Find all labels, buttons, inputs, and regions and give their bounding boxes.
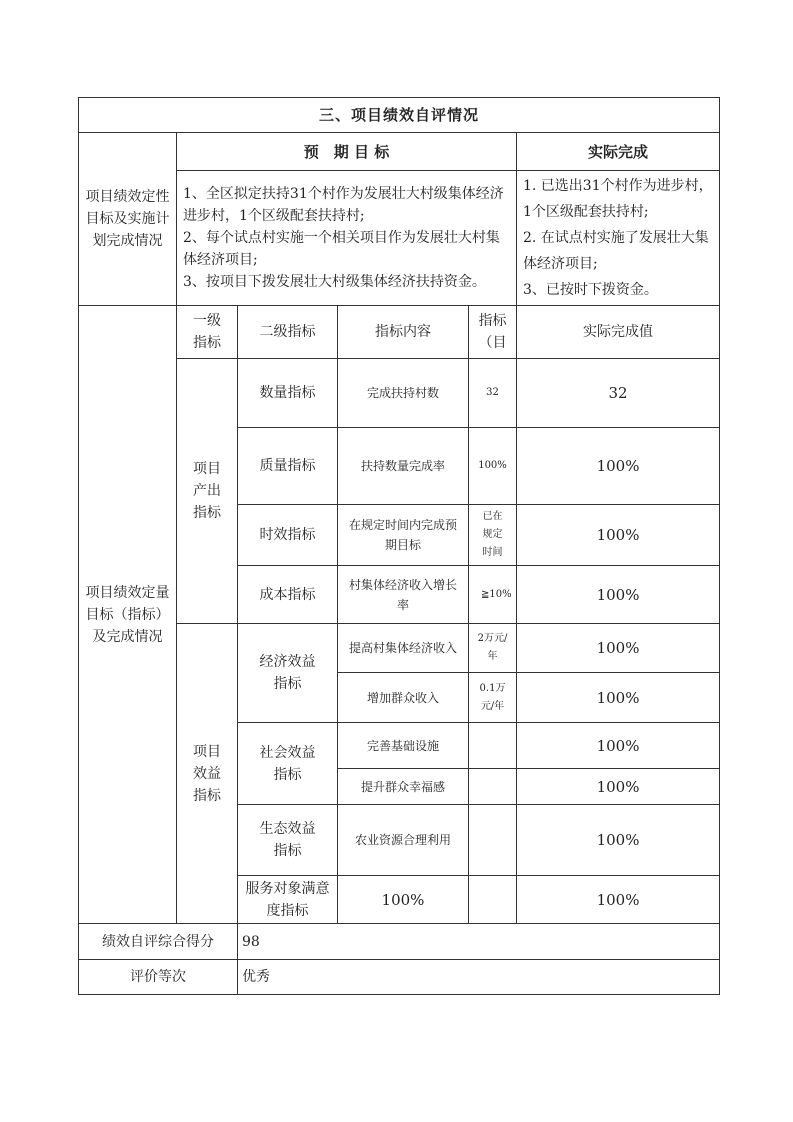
indicator-content: 提高村集体经济收入 xyxy=(338,624,469,673)
indicator-actual: 100% xyxy=(517,566,720,624)
actual-completion xyxy=(517,171,720,306)
indicator-actual: 100% xyxy=(517,624,720,673)
score-value: 98 xyxy=(238,924,720,960)
indicator-content: 提升群众幸福感 xyxy=(338,769,469,805)
output-group: 项目产出指标 xyxy=(177,359,238,624)
quantitative-label: 项目绩效定量目标（指标）及完成情况 xyxy=(79,306,177,924)
level2: 数量指标 xyxy=(238,359,338,428)
level2: 经济效益指标 xyxy=(238,624,338,723)
indicator-content: 100% xyxy=(338,876,469,924)
grade-value: 优秀 xyxy=(238,960,720,995)
indicator-actual: 100% xyxy=(517,769,720,805)
indicator-target: ≧10% xyxy=(469,566,517,624)
header-actual: 实际完成值 xyxy=(517,306,720,359)
header-content: 指标内容 xyxy=(338,306,469,359)
indicator-content: 在规定时间内完成预期目标 xyxy=(338,505,469,566)
actual-line: 3、已按时下拨资金。 xyxy=(523,282,658,298)
expected-line: 1、全区拟定扶持31个村作为发展壮大村级集体经济进步村，1个区级配套扶持村; xyxy=(183,186,504,224)
actual-header: 实际完成 xyxy=(517,133,720,171)
indicator-target: 2万元/年 xyxy=(469,624,517,673)
level2: 社会效益指标 xyxy=(238,723,338,805)
expected-header: 预 期 目 标 xyxy=(177,133,517,171)
level2: 质量指标 xyxy=(238,428,338,505)
indicator-target: 0.1万元/年 xyxy=(469,673,517,723)
indicator-target xyxy=(469,723,517,769)
level2: 成本指标 xyxy=(238,566,338,624)
indicator-actual: 100% xyxy=(517,723,720,769)
level2: 生态效益指标 xyxy=(238,805,338,876)
grade-label: 评价等次 xyxy=(79,960,238,995)
indicator-actual: 100% xyxy=(517,428,720,505)
indicator-actual: 100% xyxy=(517,673,720,723)
indicator-actual: 100% xyxy=(517,505,720,566)
indicator-target: 已在规定时间 xyxy=(469,505,517,566)
header-target: 指标（目 xyxy=(469,306,517,359)
expected-line: 2、每个试点村实施一个相关项目作为发展壮大村集体经济项目; xyxy=(183,230,500,268)
qualitative-label: 项目绩效定性目标及实施计划完成情况 xyxy=(79,133,177,306)
performance-self-evaluation-table xyxy=(78,97,720,995)
header-level1: 一级指标 xyxy=(177,306,238,359)
indicator-content: 增加群众收入 xyxy=(338,673,469,723)
indicator-actual: 100% xyxy=(517,805,720,876)
actual-line: 2. 在试点村实施了发展壮大集体经济项目; xyxy=(523,230,709,272)
expected-goals xyxy=(177,171,517,306)
score-label: 绩效自评综合得分 xyxy=(79,924,238,960)
indicator-target xyxy=(469,805,517,876)
expected-line: 3、按项目下拨发展壮大村级集体经济扶持资金。 xyxy=(183,274,486,290)
indicator-content: 农业资源合理利用 xyxy=(338,805,469,876)
benefit-group: 项目效益指标 xyxy=(177,624,238,924)
indicator-actual: 32 xyxy=(517,359,720,428)
indicator-actual: 100% xyxy=(517,876,720,924)
level2: 时效指标 xyxy=(238,505,338,566)
indicator-target xyxy=(469,876,517,924)
level2: 服务对象满意度指标 xyxy=(238,876,338,924)
indicator-target xyxy=(469,769,517,805)
indicator-target: 32 xyxy=(469,359,517,428)
indicator-target: 100% xyxy=(469,428,517,505)
actual-line: 1. 已选出31个村作为进步村，1个区级配套扶持村; xyxy=(523,178,713,220)
indicator-content: 村集体经济收入增长率 xyxy=(338,566,469,624)
header-level2: 二级指标 xyxy=(238,306,338,359)
indicator-content: 完善基础设施 xyxy=(338,723,469,769)
section-title: 三、项目绩效自评情况 xyxy=(79,98,720,133)
indicator-content: 扶持数量完成率 xyxy=(338,428,469,505)
indicator-content: 完成扶持村数 xyxy=(338,359,469,428)
